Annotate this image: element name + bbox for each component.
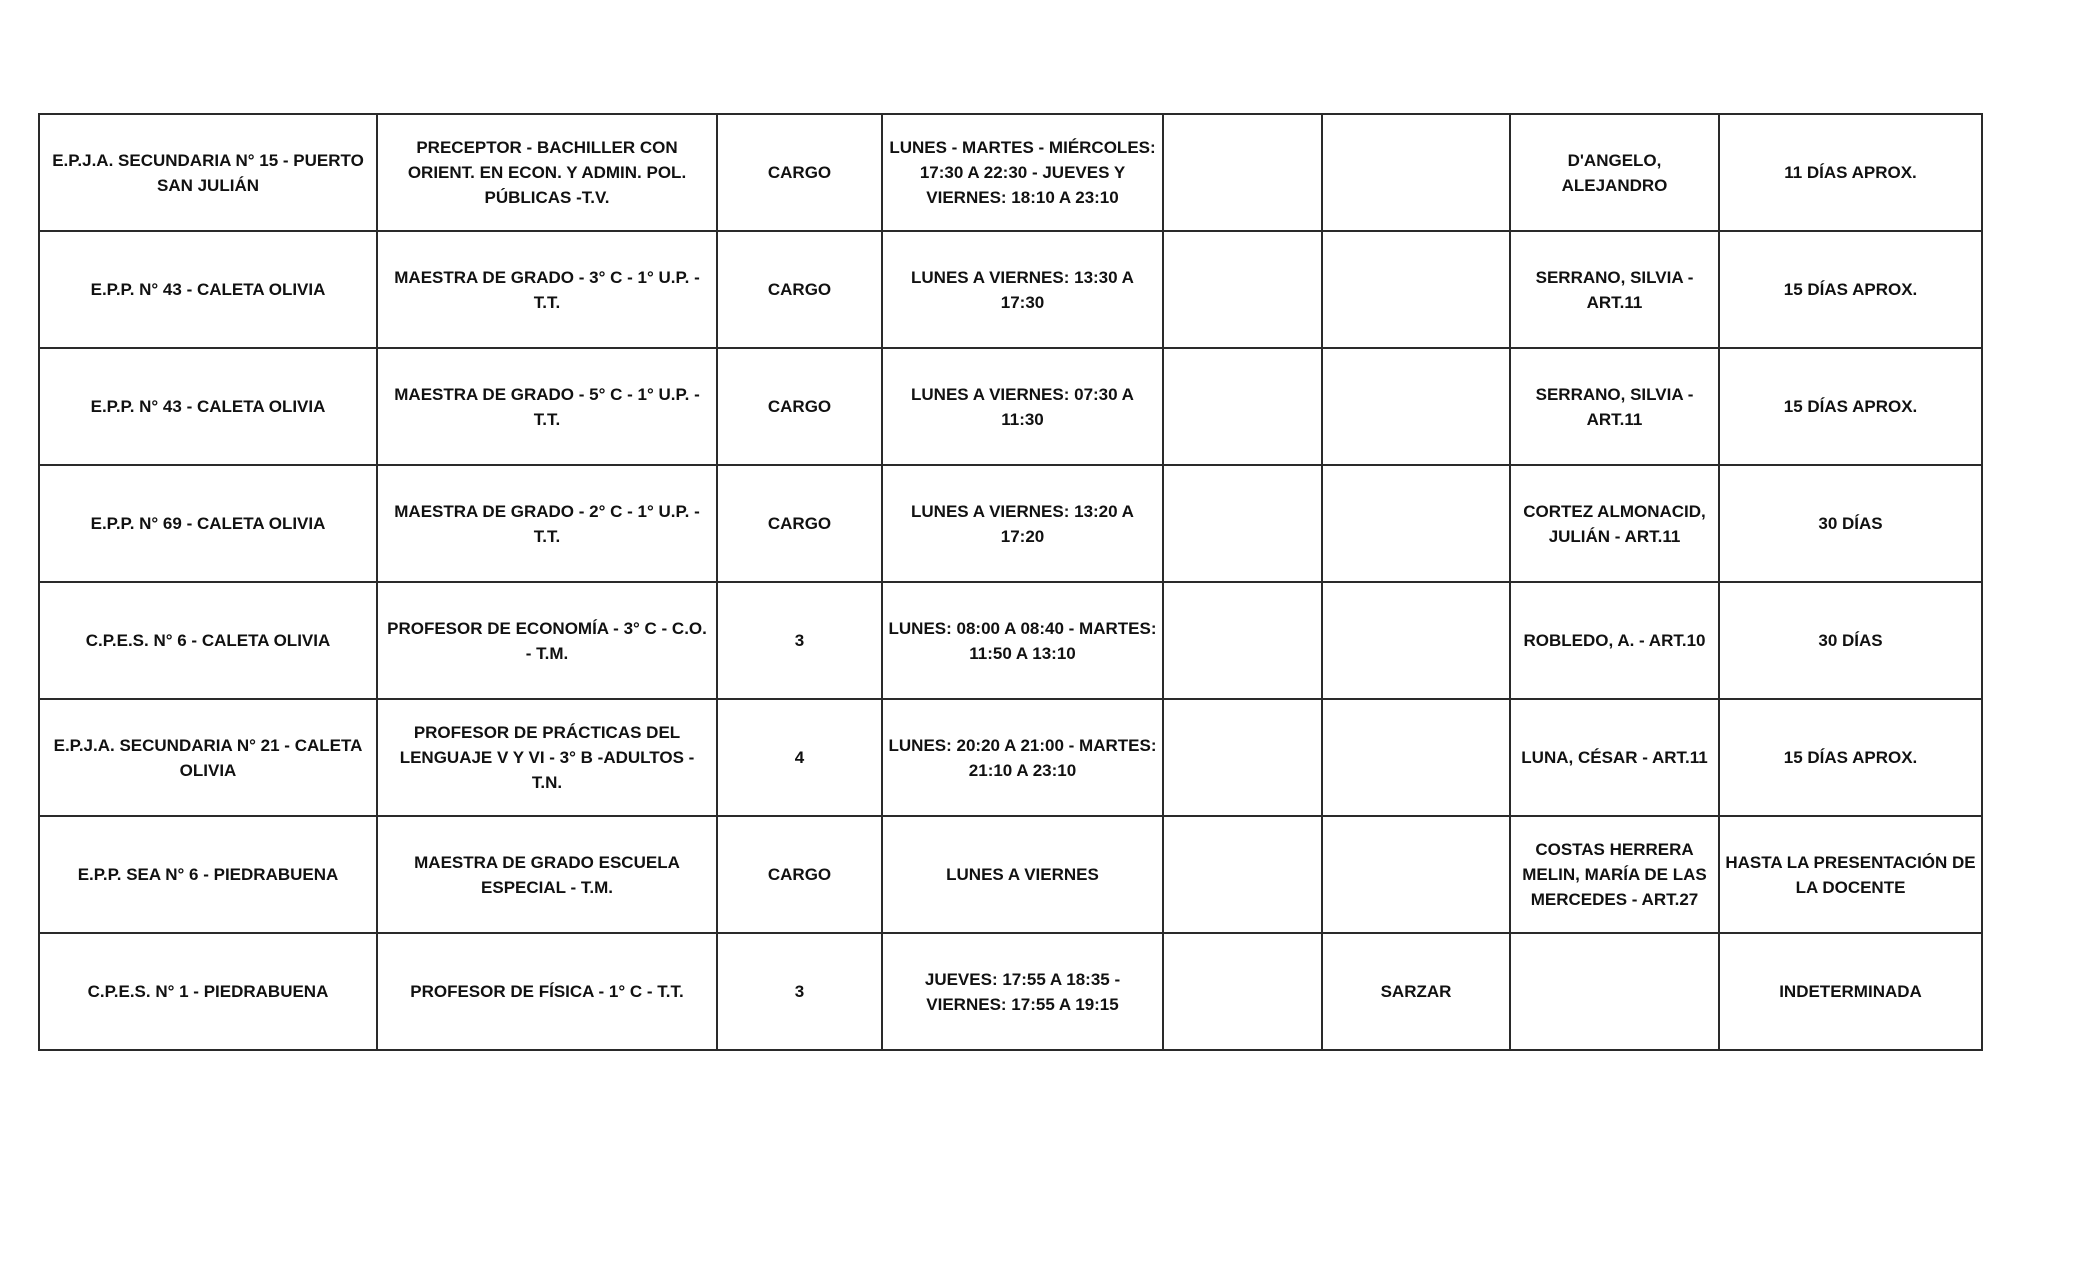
empty-cell (1163, 933, 1322, 1050)
hours-cell: 3 (717, 582, 882, 699)
duration-cell: 15 DÍAS APROX. (1719, 231, 1982, 348)
holder-cell: ROBLEDO, A. - ART.10 (1510, 582, 1719, 699)
empty-cell (1163, 582, 1322, 699)
empty-cell (1163, 231, 1322, 348)
position-cell: MAESTRA DE GRADO ESCUELA ESPECIAL - T.M. (377, 816, 717, 933)
assigned-cell (1322, 699, 1510, 816)
position-cell: MAESTRA DE GRADO - 5° C - 1° U.P. - T.T. (377, 348, 717, 465)
school-cell: E.P.P. N° 43 - CALETA OLIVIA (39, 348, 377, 465)
school-cell: E.P.J.A. SECUNDARIA N° 15 - PUERTO SAN JULIÁN (39, 114, 377, 231)
holder-cell: D'ANGELO, ALEJANDRO (1510, 114, 1719, 231)
schedule-cell: LUNES A VIERNES: 07:30 A 11:30 (882, 348, 1163, 465)
position-cell: PROFESOR DE PRÁCTICAS DEL LENGUAJE V Y VI - 3° B -ADULTOS - T.N. (377, 699, 717, 816)
hours-cell: CARGO (717, 114, 882, 231)
assigned-cell (1322, 348, 1510, 465)
duration-cell: INDETERMINADA (1719, 933, 1982, 1050)
school-cell: C.P.E.S. N° 1 - PIEDRABUENA (39, 933, 377, 1050)
school-cell: E.P.P. N° 43 - CALETA OLIVIA (39, 231, 377, 348)
duration-cell: 30 DÍAS (1719, 465, 1982, 582)
duration-cell: 11 DÍAS APROX. (1719, 114, 1982, 231)
duration-cell: HASTA LA PRESENTACIÓN DE LA DOCENTE (1719, 816, 1982, 933)
assigned-cell (1322, 582, 1510, 699)
hours-cell: CARGO (717, 816, 882, 933)
holder-cell: SERRANO, SILVIA - ART.11 (1510, 231, 1719, 348)
holder-cell: CORTEZ ALMONACID, JULIÁN - ART.11 (1510, 465, 1719, 582)
table-row (39, 582, 1982, 699)
duration-cell: 15 DÍAS APROX. (1719, 348, 1982, 465)
table-row (39, 933, 1982, 1050)
position-cell: MAESTRA DE GRADO - 3° C - 1° U.P. - T.T. (377, 231, 717, 348)
schedule-cell: LUNES A VIERNES: 13:30 A 17:30 (882, 231, 1163, 348)
empty-cell (1163, 348, 1322, 465)
school-cell: C.P.E.S. N° 6 - CALETA OLIVIA (39, 582, 377, 699)
vacancies-table (38, 113, 1983, 1051)
table-row (39, 816, 1982, 933)
hours-cell: CARGO (717, 465, 882, 582)
hours-cell: CARGO (717, 348, 882, 465)
table-row (39, 699, 1982, 816)
schedule-cell: LUNES: 08:00 A 08:40 - MARTES: 11:50 A 13:10 (882, 582, 1163, 699)
assigned-cell (1322, 816, 1510, 933)
position-cell: MAESTRA DE GRADO - 2° C - 1° U.P. - T.T. (377, 465, 717, 582)
duration-cell: 30 DÍAS (1719, 582, 1982, 699)
holder-cell: LUNA, CÉSAR - ART.11 (1510, 699, 1719, 816)
schedule-cell: LUNES A VIERNES (882, 816, 1163, 933)
school-cell: E.P.J.A. SECUNDARIA N° 21 - CALETA OLIVIA (39, 699, 377, 816)
position-cell: PRECEPTOR - BACHILLER CON ORIENT. EN ECON. Y ADMIN. POL. PÚBLICAS -T.V. (377, 114, 717, 231)
assigned-cell (1322, 114, 1510, 231)
table-row (39, 465, 1982, 582)
school-cell: E.P.P. SEA N° 6 - PIEDRABUENA (39, 816, 377, 933)
school-cell: E.P.P. N° 69 - CALETA OLIVIA (39, 465, 377, 582)
schedule-cell: LUNES - MARTES - MIÉRCOLES: 17:30 A 22:30 - JUEVES Y VIERNES: 18:10 A 23:10 (882, 114, 1163, 231)
table-body (39, 114, 1982, 1050)
table-row (39, 348, 1982, 465)
empty-cell (1163, 816, 1322, 933)
position-cell: PROFESOR DE FÍSICA - 1° C - T.T. (377, 933, 717, 1050)
table-row (39, 114, 1982, 231)
empty-cell (1163, 699, 1322, 816)
position-cell: PROFESOR DE ECONOMÍA - 3° C - C.O. - T.M. (377, 582, 717, 699)
hours-cell: 4 (717, 699, 882, 816)
schedule-cell: LUNES A VIERNES: 13:20 A 17:20 (882, 465, 1163, 582)
holder-cell: SERRANO, SILVIA - ART.11 (1510, 348, 1719, 465)
schedule-cell: LUNES: 20:20 A 21:00 - MARTES: 21:10 A 23:10 (882, 699, 1163, 816)
holder-cell (1510, 933, 1719, 1050)
hours-cell: 3 (717, 933, 882, 1050)
assigned-cell (1322, 465, 1510, 582)
table-row (39, 231, 1982, 348)
assigned-cell: SARZAR (1322, 933, 1510, 1050)
hours-cell: CARGO (717, 231, 882, 348)
assigned-cell (1322, 231, 1510, 348)
empty-cell (1163, 465, 1322, 582)
duration-cell: 15 DÍAS APROX. (1719, 699, 1982, 816)
holder-cell: COSTAS HERRERA MELIN, MARÍA DE LAS MERCEDES - ART.27 (1510, 816, 1719, 933)
schedule-cell: JUEVES: 17:55 A 18:35 - VIERNES: 17:55 A 19:15 (882, 933, 1163, 1050)
empty-cell (1163, 114, 1322, 231)
